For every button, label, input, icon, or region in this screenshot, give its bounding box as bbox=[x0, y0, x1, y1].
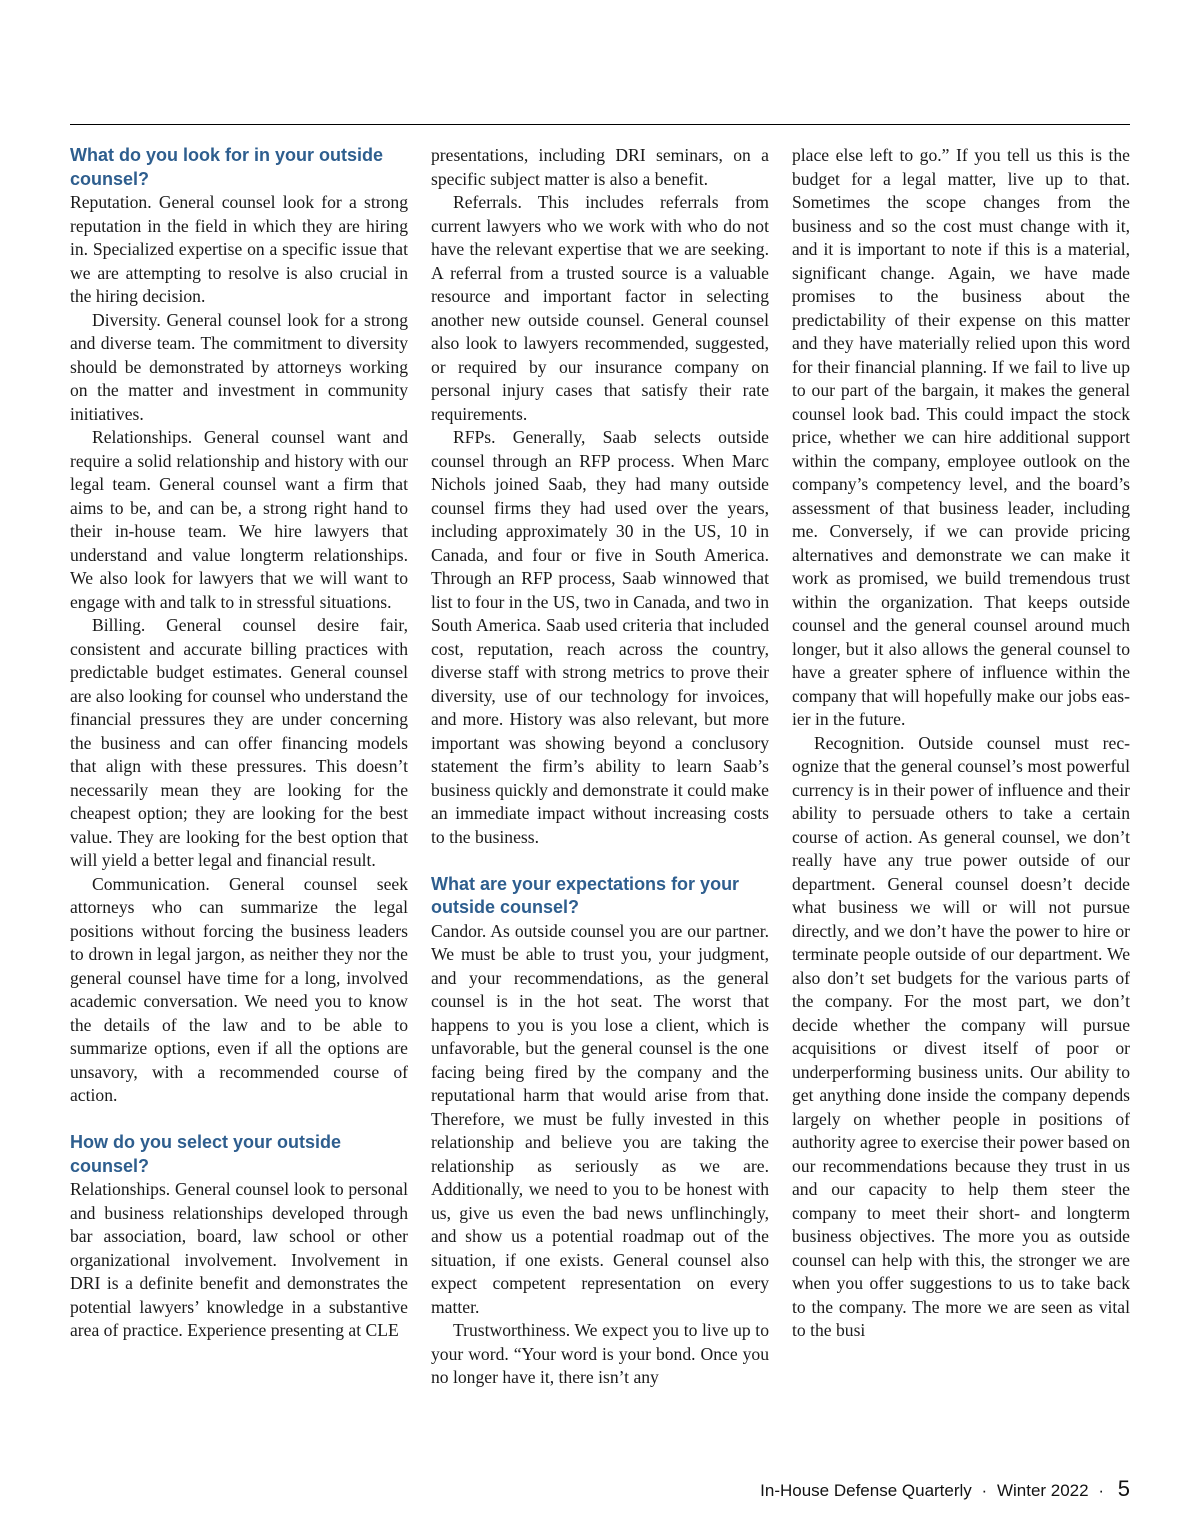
paragraph-candor: Candor. As outside counsel you are our partner. We must be able to trust you, your judgment, and your recommendations, as the general counsel is in the hot seat. The worst that happens to you is you lose a client, which is unfavorable, but the general counsel is the one facing being fired by the company and the reputational harm that would arise from that. Therefore, we must be fully invested in this relationship and believe you are taking the relationship as seriously as we are. Additionally, we need to you to be honest with us, give us even the bad news unflinchingly, and show us a potential roadmap out of the situation, if one exists. General counsel also expect competent representation on every matter. bbox=[431, 920, 769, 1317]
heading-outside-counsel-criteria: What do you look for in your outside counsel? bbox=[70, 145, 383, 189]
paragraph-trustworthiness-continued: place else left to go.” If you tell us this is the budget for a legal matter, live up to that. Sometimes the scope changes from the business and so the cost must change with it, and it is important to note if this is a material, significant change. Again, we have made promises to the business about the predictability of their expense on this matter and they have materially relied upon this word for their financial planning. If we fail to live up to our part of the bargain, it makes the general counsel look bad. This could impact the stock price, whether we can hire additional support within the company, employee outlook on the company’s competency level, and the board’s assessment of that business leader, including me. Conversely, if we can provide pricing alternatives and demonstrate we can make it work as promised, we build tremendous trust within the organization. That keeps outside counsel and the general counsel around much longer, but it also allows the general counsel to have a greater sphere of influence within the company that will hopefully make our jobs easier in the future. bbox=[792, 145, 1130, 729]
paragraph-reputation: Reputation. General counsel look for a strong reputation in the field in which they are hiring in. Specialized expertise on a specific issue that we are attempting to resolve is also crucial in the hiring decision. bbox=[70, 192, 408, 306]
footer-separator: · bbox=[1098, 1481, 1105, 1500]
issue-label: Winter 2022 bbox=[996, 1481, 1089, 1500]
heading-expectations: What are your expectations for your outside counsel? bbox=[431, 873, 740, 917]
paragraph-relationships: Relationships. General counsel want and require a solid relationship and history with our legal team. General counsel want a firm that aims to be, and can be, a strong right hand to their in-house team. We hire lawyers that understand and value longterm relationships. We also look for lawyers that we will want to engage with and talk to in stressful situations. bbox=[70, 427, 408, 612]
paragraph-referrals: Referrals. This includes referrals from current lawyers who we work with who do not have the relevant expertise that we are seeking. A referral from a trusted source is a valuable resource and important factor in selecting another new outside counsel. General counsel also look to lawyers recommended, suggested, or required by our insurance company on personal injury cases that satisfy their rate requirements. bbox=[431, 192, 769, 424]
paragraph-communication: Communication. General counsel seek attorneys who can summarize the legal positions without forcing the business leaders to drown in legal jargon, as neither they nor the general counsel have time for a long, involved academic conversation. We need you to know the details of the law and to be able to summarize options, even if all the options are unsavory, with a recommended course of action. bbox=[70, 873, 408, 1105]
column-1 bbox=[70, 144, 408, 1343]
paragraph-presentations: presentations, including DRI seminars, on a specific subject matter is also a benefit. bbox=[431, 145, 769, 189]
page-footer bbox=[760, 1476, 1130, 1502]
footer-separator: · bbox=[981, 1481, 988, 1500]
paragraph-rfps: RFPs. Generally, Saab selects outside counsel through an RFP process. When Marc Nichols joined Saab, they had many outside counsel firms they had used over the years, including approximately 30 in the US, 10 in Canada, and four or five in South America. Through an RFP process, Saab winnowed that list to four in the US, two in Canada, and two in South America. Saab used criteria that included cost, reputation, reach across the country, diverse staff with strong metrics to prove their diversity, use of our technology for invoices, and more. History was also relevant, but more important was showing beyond a conclusory statement the firm’s ability to learn Saab’s business quickly and demonstrate it could make an immediate impact without increasing costs to the business. bbox=[431, 427, 769, 847]
paragraph-select-relationships: Relationships. General counsel look to personal and business relationships developed through bar association, board, law school or other organizational involvement. Involvement in DRI is a definite benefit and demonstrates the potential lawyers’ knowledge in a substantive area of practice. Experience presenting at CLE bbox=[70, 1179, 408, 1340]
top-rule bbox=[70, 124, 1130, 125]
page-number: 5 bbox=[1117, 1476, 1130, 1501]
column-2 bbox=[431, 144, 769, 1390]
publication-name: In-House Defense Quarterly bbox=[760, 1481, 972, 1500]
paragraph-trustworthiness: Trustworthiness. We expect you to live up to your word. “Your word is your bond. Once you no longer have it, there isn’t any bbox=[431, 1320, 769, 1387]
column-3 bbox=[792, 144, 1130, 1343]
paragraph-diversity: Diversity. General counsel look for a strong and diverse team. The commitment to diversity should be demonstrated by attorneys working on the matter and investment in community initiatives. bbox=[70, 309, 408, 424]
paragraph-recognition: Recognition. Outside counsel must recognize that the general counsel’s most powerful currency is in their power of influence and their ability to persuade others to take a certain course of action. As general counsel, we don’t really have any true power outside of our department. General counsel doesn’t decide what business we will or will not pursue directly, and we don’t have the power to hire or terminate people outside of our department. We also don’t set budgets for the various parts of the company. For the most part, we don’t decide whether the company will pursue acquisitions or divest itself of poor or underperforming business units. Our ability to get anything done inside the company depends largely on whether people in positions of authority agree to exercise their power based on our recommendations because they trust in us and our capacity to help them steer the company to meet their short- and longterm business objectives. The more you as outside counsel can help with this, the stronger we are when you offer suggestions to us to take back to the company. The more we are seen as vital to the busi bbox=[792, 732, 1130, 1340]
paragraph-billing: Billing. General counsel desire fair, consistent and accurate billing practices with predictable budget estimates. General counsel are also looking for counsel who understand the financial pressures they are under concerning the business and can offer financing models that align with these pressures. This doesn’t necessarily mean they are looking for the cheapest option; they are looking for the best value. They are looking for the best option that will yield a better legal and financial result. bbox=[70, 615, 408, 870]
heading-select-outside-counsel: How do you select your outside counsel? bbox=[70, 1132, 342, 1176]
